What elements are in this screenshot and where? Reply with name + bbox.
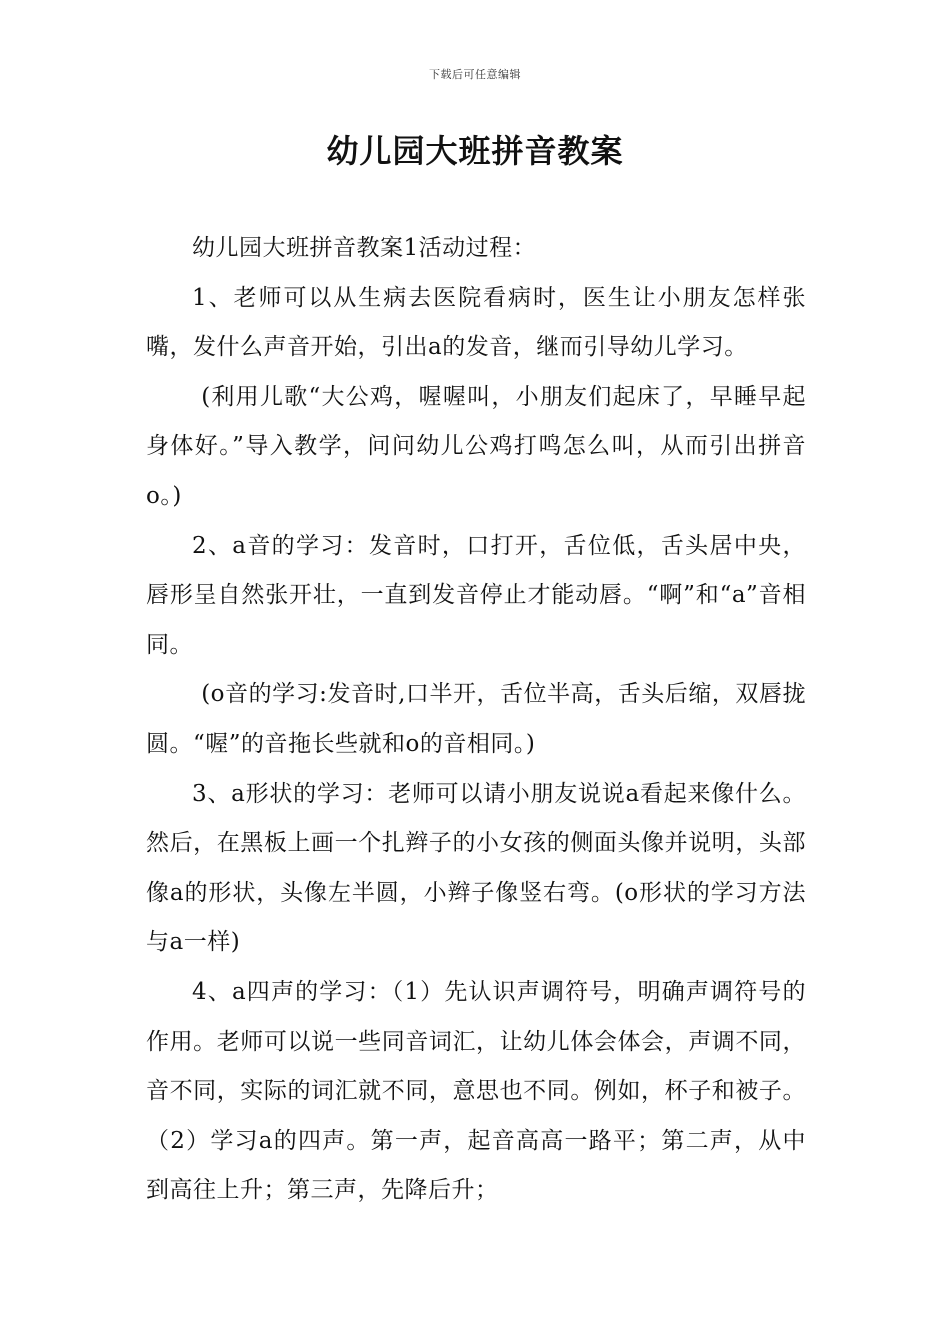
paragraph-step-2: 2、a音的学习：发音时，口打开，舌位低，舌头居中央，唇形呈自然张开壮，一直到发音停止才能动唇。“啊”和“a”音相同。 <box>146 532 806 658</box>
paragraph-step-2-note: (o音的学习:发音时,口半开，舌位半高，舌头后缩，双唇拢圆。“喔”的音拖长些就和o的音相同。) <box>146 681 806 757</box>
paragraph-step-1-note: (利用儿歌“大公鸡，喔喔叫，小朋友们起床了，早睡早起身体好。”导入教学，问问幼儿公鸡打鸣怎么叫，从而引出拼音o。) <box>146 383 806 509</box>
paragraph-step-4: 4、a四声的学习：（1）先认识声调符号，明确声调符号的作用。老师可以说一些同音词汇，让幼儿体会体会，声调不同，音不同，实际的词汇就不同，意思也不同。例如，杯子和被子。（2）学习a的四声。第一声，起音高高一路平；第二声，从中到高往上升；第三声，先降后升； <box>146 978 806 1204</box>
paragraph-intro: 幼儿园大班拼音教案1活动过程： <box>192 235 537 261</box>
document-title: 幼儿园大班拼音教案 <box>326 132 624 170</box>
page-header-note: 下载后可任意编辑 <box>429 68 521 81</box>
paragraph-step-1: 1、老师可以从生病去医院看病时，医生让小朋友怎样张嘴，发什么声音开始，引出a的发音，继而引导幼儿学习。 <box>146 284 806 361</box>
document-body <box>146 224 806 1216</box>
paragraph-step-3: 3、a形状的学习：老师可以请小朋友说说a看起来像什么。然后，在黑板上画一个扎辫子的小女孩的侧面头像并说明，头部像a的形状，头像左半圆，小辫子像竖右弯。(o形状的学习方法与a一样) <box>146 780 806 956</box>
